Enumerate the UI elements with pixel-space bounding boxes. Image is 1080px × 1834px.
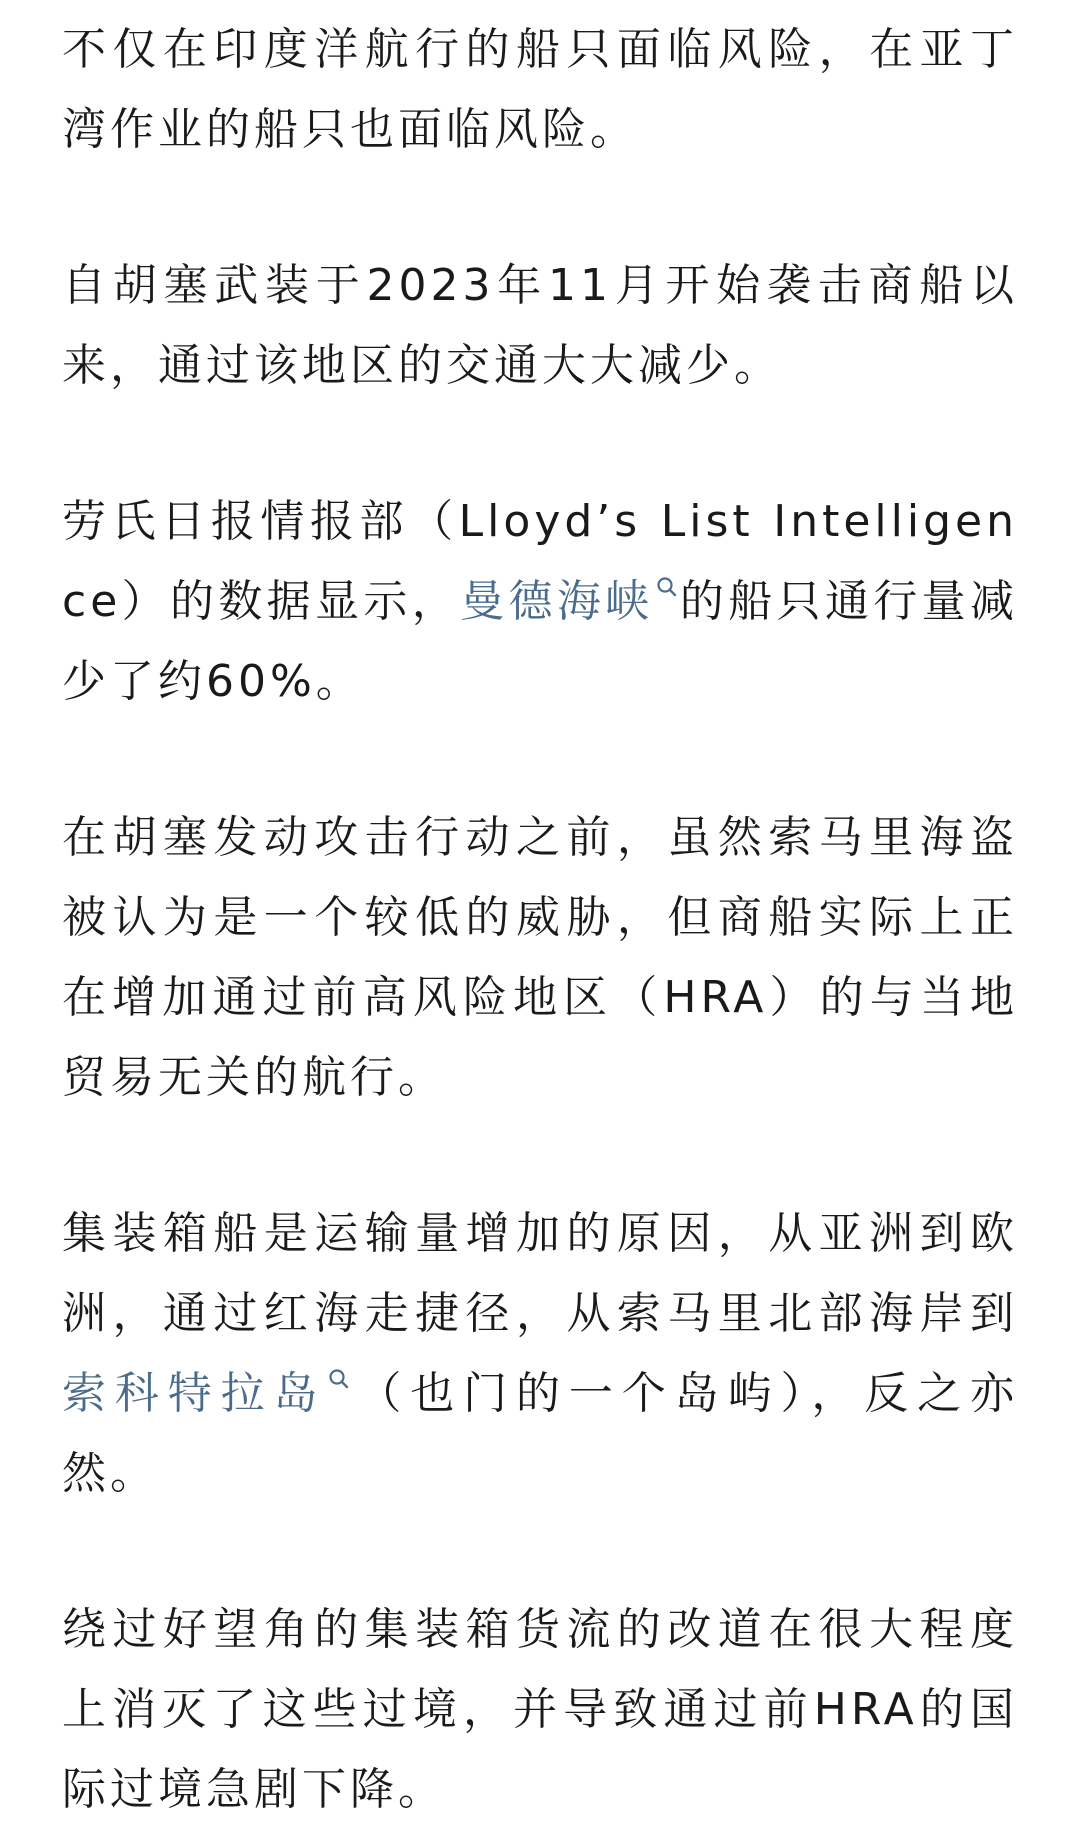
paragraph-3 xyxy=(62,482,1018,722)
paragraph-5-text-before: 集装箱船是运输量增加的原因，从亚洲到欧洲，通过红海走捷径，从索马里北部海岸到 xyxy=(62,1208,1018,1339)
paragraph-2: 自胡塞武装于2023年11月开始袭击商船以来，通过该地区的交通大大减少。 xyxy=(62,260,1018,391)
link-mandeb-strait-label: 曼德海峡 xyxy=(460,576,654,627)
article-body xyxy=(62,10,1018,1830)
search-icon xyxy=(656,576,678,600)
link-mandeb-strait[interactable] xyxy=(460,576,679,627)
paragraph-5 xyxy=(62,1194,1018,1514)
paragraph-3-text-after: 的船只通行量减少了约60%。 xyxy=(62,576,1019,707)
link-socotra-island[interactable] xyxy=(62,1368,352,1419)
paragraph-4: 在胡塞发动攻击行动之前，虽然索马里海盗被认为是一个较低的威胁，但商船实际上正在增加通过前高风险地区（HRA）的与当地贸易无关的航行。 xyxy=(62,812,1018,1103)
paragraph-5-text-after: （也门的一个岛屿），反之亦然。 xyxy=(62,1368,1019,1499)
paragraph-6: 绕过好望角的集装箱货流的改道在很大程度上消灭了这些过境，并导致通过前HRA的国际过境急剧下降。 xyxy=(62,1604,1018,1815)
paragraph-3-text-before: 劳氏日报情报部（Lloyd’s List Intelligence）的数据显示， xyxy=(62,496,1018,627)
link-socotra-island-label: 索科特拉岛 xyxy=(62,1368,327,1419)
search-icon xyxy=(328,1368,350,1392)
paragraph-1: 不仅在印度洋航行的船只面临风险，在亚丁湾作业的船只也面临风险。 xyxy=(62,24,1018,155)
